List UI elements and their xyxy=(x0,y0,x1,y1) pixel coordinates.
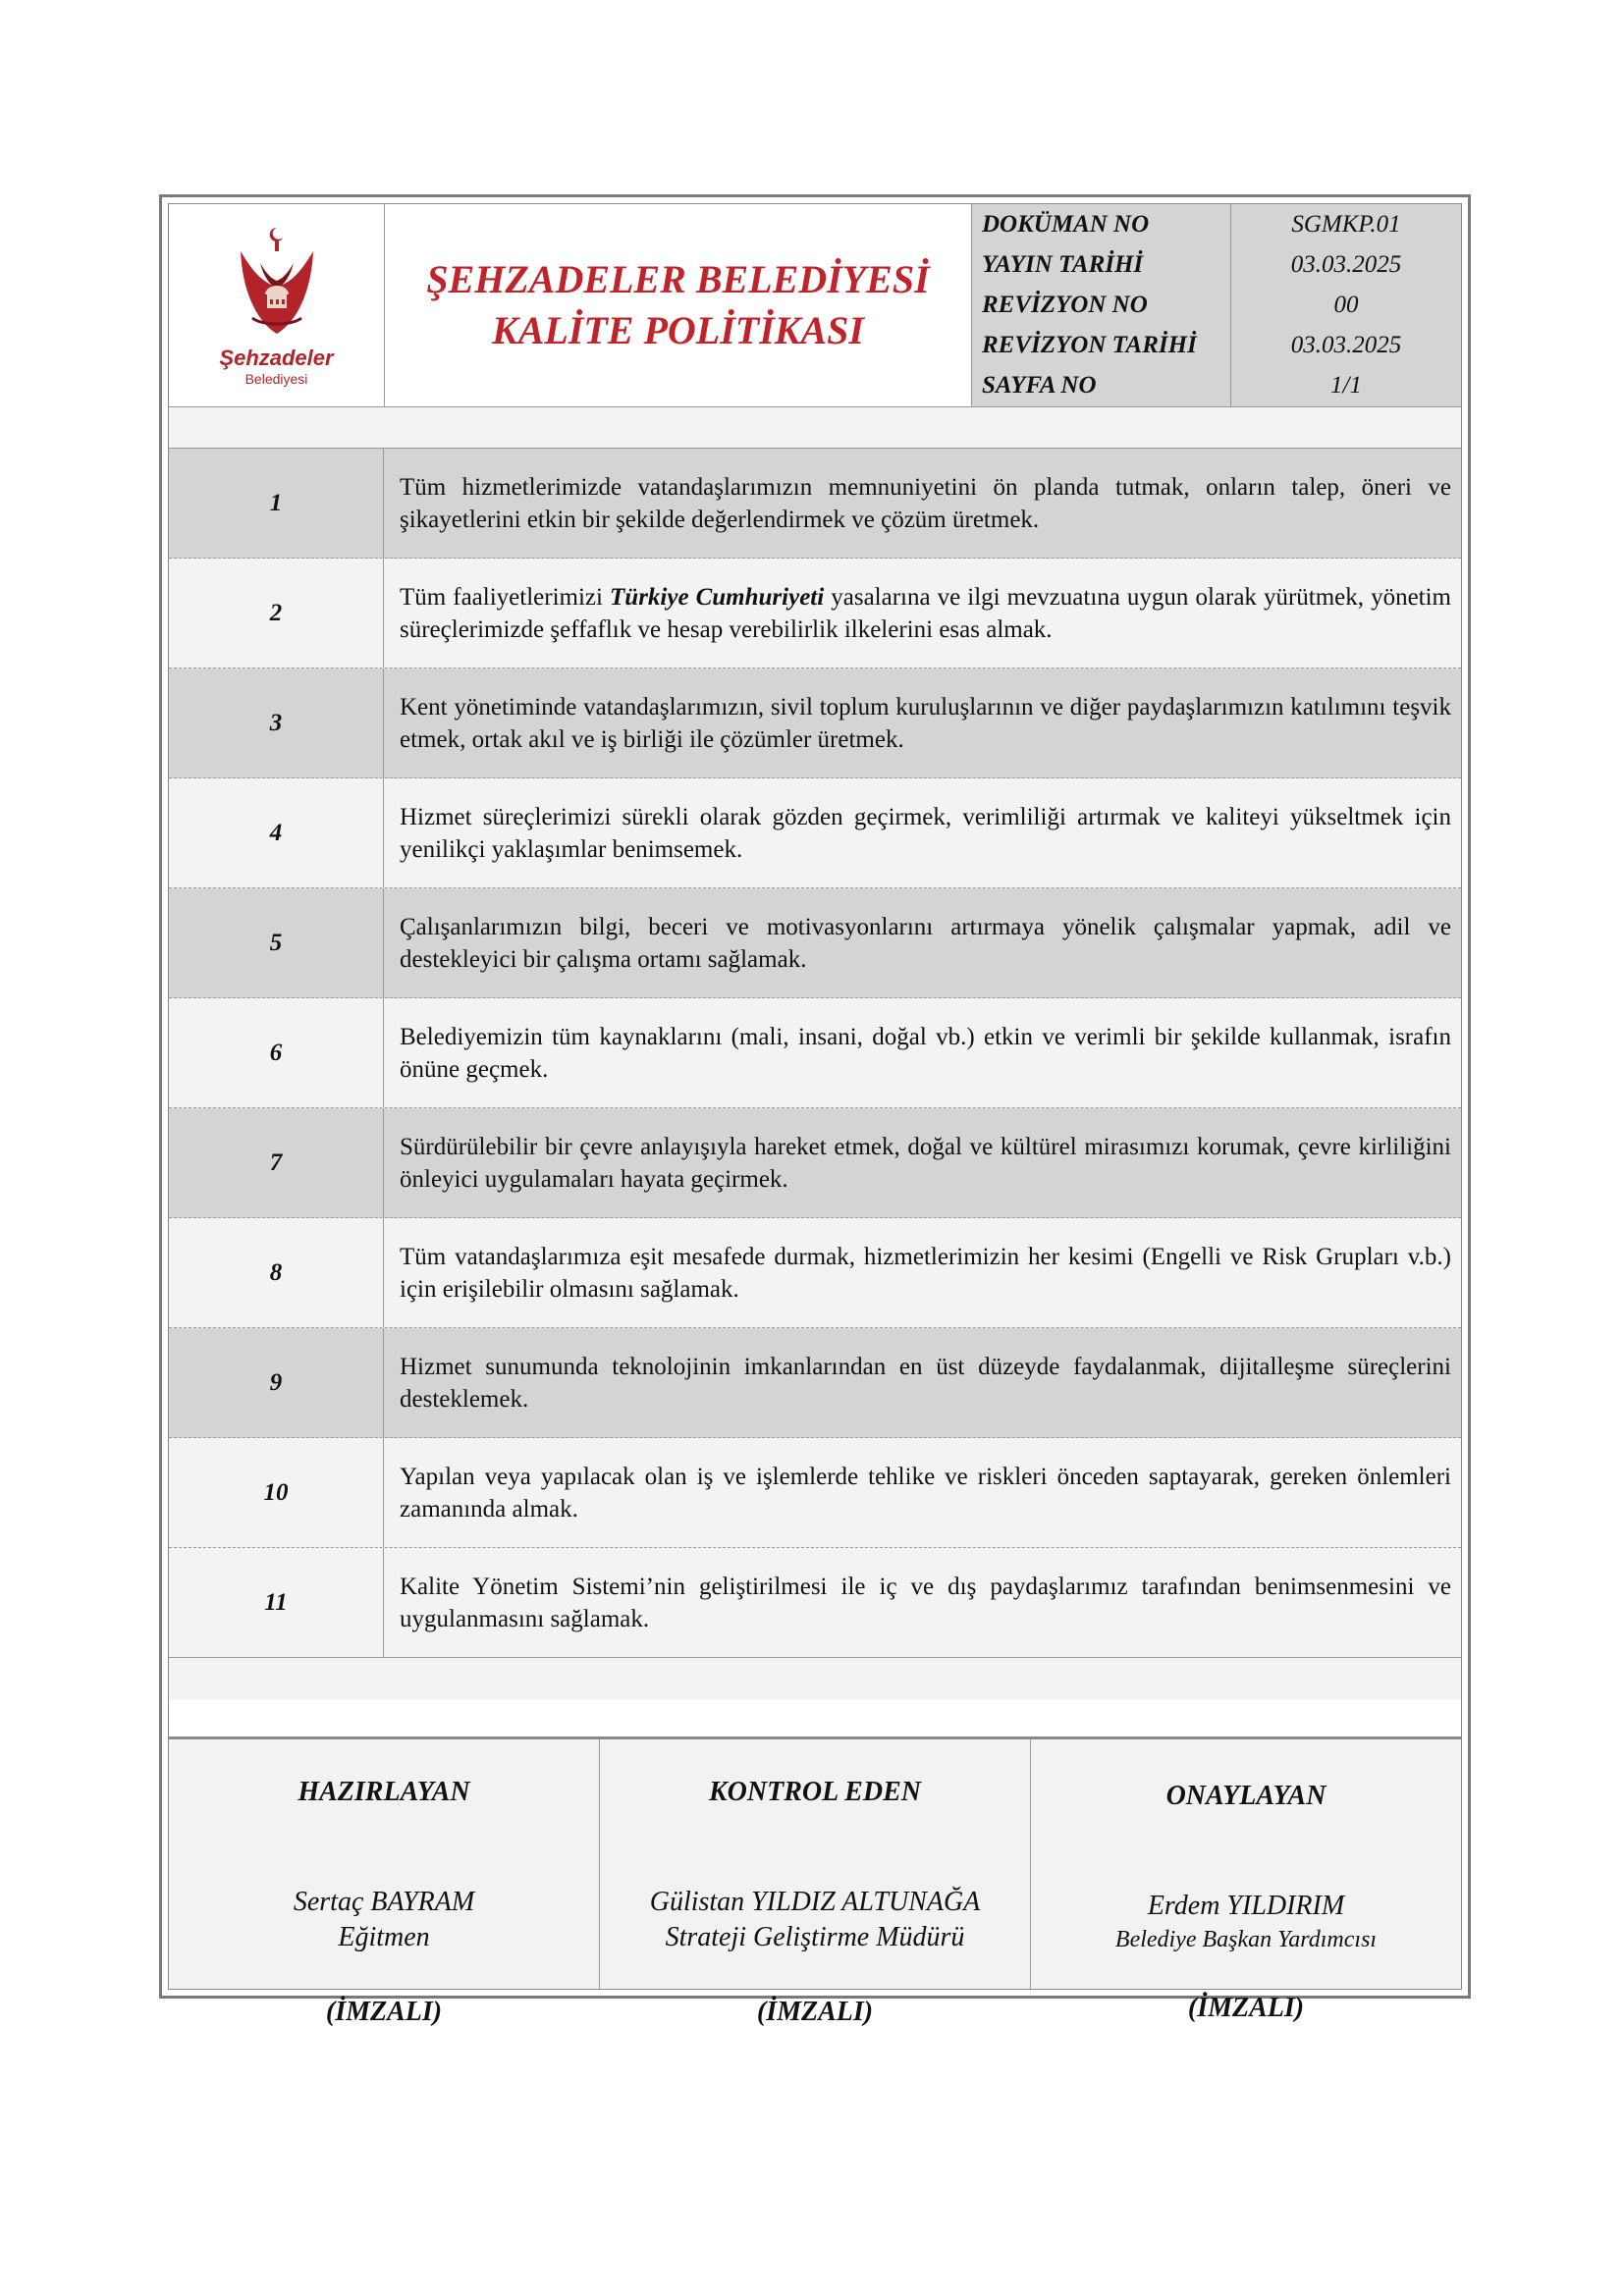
signature-status: (İMZALI) xyxy=(325,1997,443,2027)
item-text: Kent yönetiminde vatandaşlarımızın, sivil toplum kuruluşlarının ve diğer paydaşlarımızın katılımını teşvik etmek, ortak akıl ve iş birliği ile çözümler üretmek. xyxy=(400,693,1451,753)
item-number: 2 xyxy=(169,559,384,667)
meta-row xyxy=(972,204,1461,245)
document-header xyxy=(169,204,1461,407)
signature-title: KONTROL EDEN xyxy=(709,1777,921,1807)
policy-item xyxy=(169,998,1461,1108)
signature-name: Gülistan YILDIZ ALTUNAĞA xyxy=(649,1887,981,1917)
item-text: Hizmet sunumunda teknolojinin imkanlarından en üst düzeyde faydalanmak, dijitalleşme süreçlerini desteklemek. xyxy=(400,1353,1451,1413)
signature-role: Strateji Geliştirme Müdürü xyxy=(665,1922,965,1952)
meta-row xyxy=(972,325,1461,366)
item-text-emphasis: Türkiye Cumhuriyeti xyxy=(610,583,825,611)
item-text-part: yasalarına ve ilgi mevzuatına uygun olarak yürütmek, yönetim süreçlerimizde şeffaflık ve hesap verebilirlik ilkelerini esas almak. xyxy=(400,583,1452,643)
item-text: Belediyemizin tüm kaynaklarını (mali, insani, doğal vb.) etkin ve verimli bir şekilde kullanmak, israfın önüne geçmek. xyxy=(400,1023,1451,1083)
document-inner xyxy=(168,203,1462,2027)
policy-item xyxy=(169,1438,1461,1548)
meta-label: REVİZYON TARİHİ xyxy=(972,325,1231,365)
item-text-part: Tüm faaliyetlerimizi xyxy=(400,583,611,611)
signature-title: ONAYLAYAN xyxy=(1165,1781,1326,1811)
item-text: Hizmet süreçlerimizi sürekli olarak gözden geçirmek, verimliliği artırmak ve kaliteyi yükseltmek için yenilikçi yaklaşımlar benimsemek. xyxy=(400,803,1451,863)
meta-label: YAYIN TARİHİ xyxy=(972,244,1231,285)
signature-status: (İMZALI) xyxy=(1187,1993,1305,2023)
item-text: Kalite Yönetim Sistemi’nin geliştirilmesi ile iç ve dış paydaşlarımız tarafından benimsenmesini ve uygulanmasını sağlamak. xyxy=(400,1573,1451,1632)
document-frame xyxy=(159,194,1471,2027)
policy-item xyxy=(169,778,1461,888)
item-number: 1 xyxy=(169,449,384,558)
policy-item xyxy=(169,1328,1461,1438)
meta-row xyxy=(972,365,1461,406)
item-number: 7 xyxy=(169,1108,384,1217)
policy-item xyxy=(169,1548,1461,1658)
footer-spacer xyxy=(169,1658,1461,1699)
meta-row xyxy=(972,244,1461,286)
item-text: Sürdürülebilir bir çevre anlayışıyla hareket etmek, doğal ve kültürel mirasımızı korumak, çevre kirliliğini önleyici uygulamaları hayata geçirmek. xyxy=(400,1133,1451,1193)
municipality-logo-icon xyxy=(233,224,321,342)
document-title xyxy=(385,204,971,406)
item-text: Yapılan veya yapılacak olan iş ve işlemlerde tehlike ve riskleri önceden saptayarak, gereken önlemleri zamanında almak. xyxy=(400,1463,1451,1522)
meta-label: REVİZYON NO xyxy=(972,285,1231,325)
item-number: 3 xyxy=(169,668,384,777)
item-number: 4 xyxy=(169,778,384,887)
policy-item xyxy=(169,888,1461,998)
policy-item xyxy=(169,1218,1461,1328)
item-number: 5 xyxy=(169,888,384,997)
meta-value: 00 xyxy=(1231,285,1461,325)
meta-value: 1/1 xyxy=(1231,365,1461,406)
signature-title: HAZIRLAYAN xyxy=(298,1777,470,1807)
logo-subtitle: Belediyesi xyxy=(244,371,308,387)
header-spacer xyxy=(169,407,1461,449)
policy-item xyxy=(169,668,1461,778)
meta-value: 03.03.2025 xyxy=(1231,244,1461,285)
signature-section xyxy=(169,1736,1461,2027)
signature-block-approved xyxy=(1031,1739,1461,2023)
meta-label: SAYFA NO xyxy=(972,365,1231,406)
item-number: 9 xyxy=(169,1328,384,1437)
item-number: 6 xyxy=(169,998,384,1107)
signature-block-checked xyxy=(600,1739,1031,2027)
logo xyxy=(169,204,385,406)
item-text: Çalışanlarımızın bilgi, beceri ve motivasyonlarını artırmaya yönelik çalışmalar yapmak, adil ve destekleyici bir çalışma ortamı sağlamak. xyxy=(400,913,1451,973)
signature-role: Belediye Başkan Yardımcısı xyxy=(1114,1927,1378,1952)
signature-name: Erdem YILDIRIM xyxy=(1147,1891,1345,1921)
document-meta-table xyxy=(971,204,1461,406)
meta-value: SGMKP.01 xyxy=(1231,204,1461,244)
item-text xyxy=(400,581,1451,646)
meta-value: 03.03.2025 xyxy=(1231,325,1461,365)
meta-row xyxy=(972,285,1461,326)
signature-block-prepared xyxy=(169,1739,600,2027)
logo-name: Şehzadeler xyxy=(219,346,334,370)
policy-item xyxy=(169,559,1461,668)
item-text: Tüm hizmetlerimizde vatandaşlarımızın memnuniyetini ön planda tutmak, onların talep, öneri ve şikayetlerini etkin bir şekilde değerlendirmek ve çözüm üretmek. xyxy=(400,473,1451,533)
item-number: 8 xyxy=(169,1218,384,1327)
meta-label: DOKÜMAN NO xyxy=(972,204,1231,244)
item-number: 11 xyxy=(169,1548,384,1657)
signature-name: Sertaç BAYRAM xyxy=(293,1887,475,1917)
item-text: Tüm vatandaşlarımıza eşit mesafede durmak, hizmetlerimizin her kesimi (Engelli ve Risk Grupları v.b.) için erişilebilir olmasını sağlamak. xyxy=(400,1243,1451,1303)
signature-status: (İMZALI) xyxy=(756,1997,874,2027)
policy-item xyxy=(169,1108,1461,1218)
title-line-2: KALİTE POLİTİKASI xyxy=(492,308,864,352)
signature-role: Eğitmen xyxy=(338,1922,430,1952)
policy-item xyxy=(169,449,1461,559)
item-number: 10 xyxy=(169,1438,384,1547)
title-line-1: ŞEHZADELER BELEDİYESİ xyxy=(426,257,930,301)
